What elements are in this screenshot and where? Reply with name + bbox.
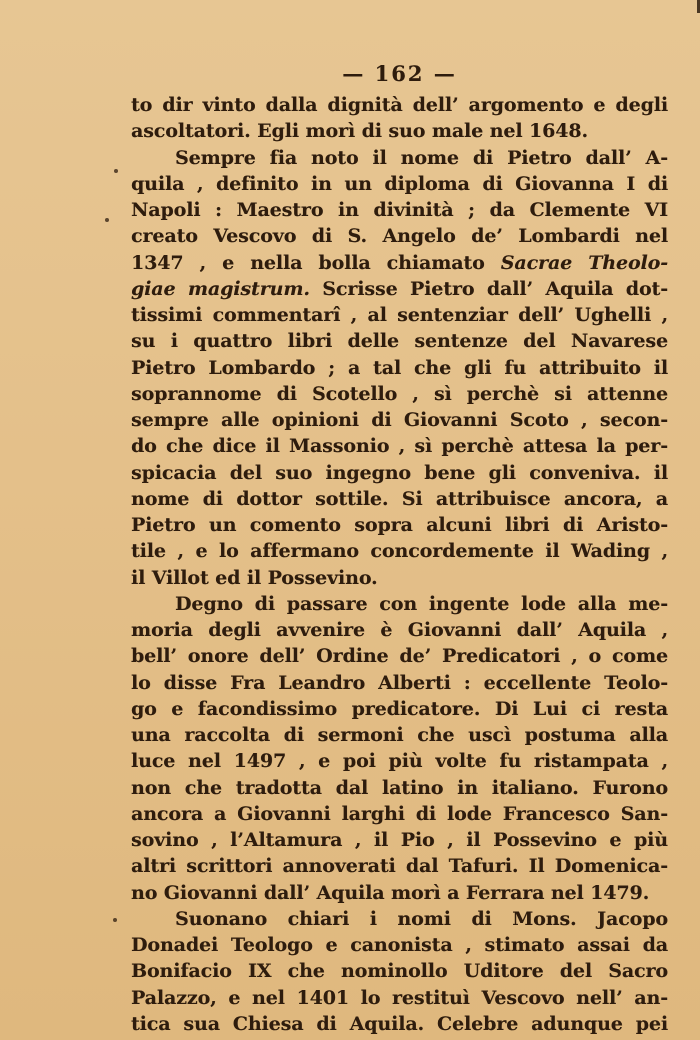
text-line (131, 722, 668, 748)
ink-speck (114, 169, 118, 173)
text-line (131, 381, 668, 407)
text-run: non che tradotta dal latino in italiano. Furono (131, 776, 668, 799)
text-run: creato Vescovo di S. Angelo de’ Lombardi nel (131, 225, 668, 248)
text-line (131, 617, 668, 643)
italic-text: giae magistrum. (131, 277, 310, 300)
page-number: — 162 — (342, 61, 457, 86)
text-line (131, 775, 668, 801)
text-run: Sempre fia noto il nome di Pietro dall’ A- (175, 146, 668, 169)
text-line (131, 250, 668, 276)
text-run: go e facondissimo predicatore. Di Lui ci resta (131, 697, 668, 720)
text-line (131, 118, 668, 144)
text-line (131, 643, 668, 669)
text-line (131, 92, 668, 118)
text-run: moria degli avvenire è Giovanni dall’ Aquila , (131, 619, 668, 641)
page-text (131, 92, 668, 1037)
text-run: tile , e lo affermano concordemente il Wading , (131, 540, 668, 563)
italic-text: Sacrae Theolo- (500, 251, 669, 274)
text-line (131, 801, 668, 827)
text-line (131, 538, 668, 564)
text-run: una raccolta di sermoni che uscì postuma alla (131, 724, 668, 746)
text-line (131, 880, 668, 906)
text-run: Pietro un comento sopra alcuni libri di Aristo- (131, 514, 668, 536)
text-line (131, 591, 668, 617)
text-run: Palazzo, e nel 1401 lo restituì Vescovo nell’ an- (131, 986, 668, 1009)
text-line (131, 958, 668, 984)
text-line (131, 460, 668, 486)
text-line (131, 302, 668, 328)
text-line (131, 355, 668, 381)
text-line (131, 223, 668, 249)
text-run: Suonano chiari i nomi di Mons. Jacopo (175, 907, 668, 930)
text-run: sempre alle opinioni di Giovanni Scoto , secon- (131, 409, 668, 431)
text-run: Napoli : Maestro in divinità ; da Clemente VI (131, 199, 668, 221)
text-run: quila , definito in un diploma di Giovanna I di (131, 172, 668, 195)
text-run: su i quattro libri delle sentenze del Navarese (131, 330, 668, 353)
text-line (131, 985, 668, 1011)
text-line (131, 565, 668, 591)
text-run: tica sua Chiesa di Aquila. Celebre adunque pei (131, 1012, 668, 1035)
text-run: soprannome di Scotello , sì perchè si attenne (131, 382, 668, 405)
text-line (131, 276, 668, 302)
text-run: tissimi commentarî , al sentenziar dell’ Ughelli , (131, 304, 668, 326)
text-line (131, 512, 668, 538)
text-run: no Giovanni dall’ Aquila morì a Ferrara nel 1479. (131, 881, 650, 904)
text-run: Scrisse Pietro dall’ Aquila dot- (309, 277, 669, 300)
text-line (131, 827, 668, 853)
text-run: lo disse Fra Leandro Alberti : eccellente Teolo- (131, 671, 668, 694)
text-run: ancora a Giovanni larghi di lode Francesco San- (131, 802, 668, 825)
ink-speck (105, 218, 109, 222)
text-run: do che dice il Massonio , sì perchè attesa la per- (131, 435, 668, 458)
text-line (131, 486, 668, 512)
text-run: ascoltatori. Egli morì di suo male nel 1648. (131, 120, 588, 143)
text-run: nome di dottor sottile. Si attribuisce ancora, a (131, 487, 668, 510)
text-run: Donadei Teologo e canonista , stimato assai da (131, 934, 668, 956)
text-run: Bonifacio IX che nominollo Uditore del Sacro (131, 960, 668, 983)
text-run: il Villot ed il Possevino. (131, 566, 378, 589)
text-run: spicacia del suo ingegno bene gli conveniva. il (131, 461, 668, 484)
text-line (131, 853, 668, 879)
text-line (131, 748, 668, 774)
text-line (131, 197, 668, 223)
text-line (131, 906, 668, 932)
text-run: luce nel 1497 , e poi più volte fu ristampata , (131, 750, 668, 773)
text-line (131, 670, 668, 696)
text-line (131, 145, 668, 171)
ink-speck (113, 918, 117, 922)
text-run: sovino , l’Altamura , il Pio , il Possevino e più (131, 829, 668, 851)
text-run: altri scrittori annoverati dal Tafuri. Il Domenica- (131, 855, 668, 878)
text-line (131, 1011, 668, 1037)
text-run: bell’ onore dell’ Ordine de’ Predicatori , o come (131, 645, 668, 668)
text-run: Pietro Lombardo ; a tal che gli fu attribuito il (131, 356, 668, 379)
text-run: to dir vinto dalla dignità dell’ argomento e degli (131, 94, 668, 116)
text-line (131, 932, 668, 958)
text-run: Degno di passare con ingente lode alla me- (175, 592, 668, 615)
text-run: 1347 , e nella bolla chiamato (131, 251, 501, 274)
text-line (131, 433, 668, 459)
text-line (131, 328, 668, 354)
text-line (131, 696, 668, 722)
text-line (131, 171, 668, 197)
text-line (131, 407, 668, 433)
